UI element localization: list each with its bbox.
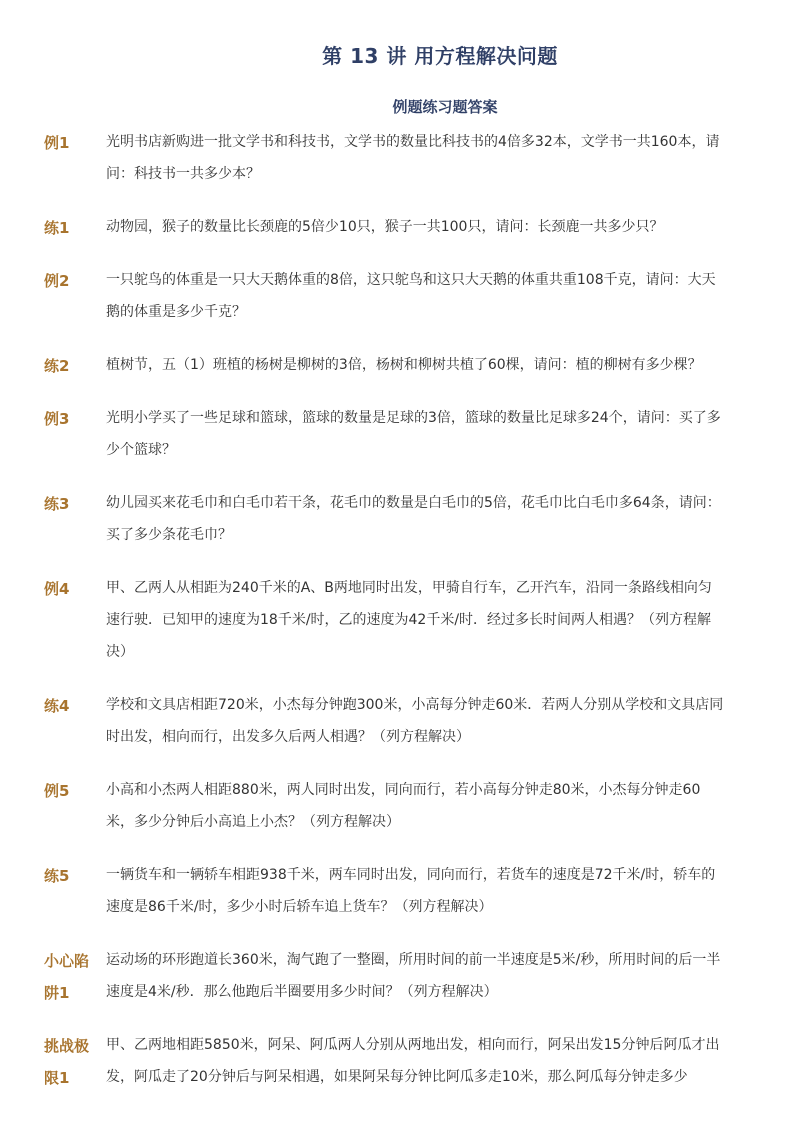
problem-item: [44, 944, 724, 1008]
problem-label: 例1: [44, 134, 70, 152]
problem-text: 一只鸵鸟的体重是一只大天鹅体重的8倍，这只鸵鸟和这只大天鹅的体重共重108千克，请问：大天鹅的体重是多少千克？: [106, 272, 716, 320]
problem-text: 甲、乙两人从相距为240千米的A、B两地同时出发，甲骑自行车，乙开汽车，沿同一条路线相向匀速行驶．已知甲的速度为18千米/时，乙的速度为42千米/时．经过多长时间两人相遇？（列方程解决）: [106, 580, 712, 660]
problem-item: [44, 689, 724, 753]
problem-item: [44, 349, 724, 381]
problem-item: [44, 859, 724, 923]
problem-text: 光明书店新购进一批文学书和科技书，文学书的数量比科技书的4倍多32本，文学书一共160本，请问：科技书一共多少本？: [106, 134, 720, 182]
problem-item: [44, 126, 724, 190]
problem-label: 练3: [44, 495, 70, 513]
problem-label: 练1: [44, 219, 70, 237]
problem-item: [44, 211, 724, 243]
problem-label: 例5: [44, 782, 70, 800]
problem-item: [44, 1029, 724, 1093]
problem-item: [44, 774, 724, 838]
problem-label: 练4: [44, 697, 70, 715]
problem-text: 光明小学买了一些足球和篮球，篮球的数量是足球的3倍，篮球的数量比足球多24个，请问：买了多少个篮球？: [106, 410, 721, 458]
problem-text: 一辆货车和一辆轿车相距938千米，两车同时出发，同向而行，若货车的速度是72千米/时，轿车的速度是86千米/时，多少小时后轿车追上货车？（列方程解决）: [106, 867, 716, 915]
problem-text: 小高和小杰两人相距880米，两人同时出发，同向而行，若小高每分钟走80米，小杰每分钟走60米，多少分钟后小高追上小杰？（列方程解决）: [106, 782, 701, 830]
problem-item: [44, 487, 724, 551]
problem-text: 植树节，五（1）班植的杨树是柳树的3倍，杨树和柳树共植了60棵，请问：植的柳树有多少棵？: [106, 357, 702, 373]
page-subtitle: 例题练习题答案: [392, 98, 498, 116]
problem-label: 例4: [44, 580, 70, 598]
problem-text: 动物园，猴子的数量比长颈鹿的5倍少10只，猴子一共100只，请问：长颈鹿一共多少只？: [106, 219, 664, 235]
problem-text: 甲、乙两地相距5850米，阿呆、阿瓜两人分别从两地出发，相向而行，阿呆出发15分钟后阿瓜才出发，阿瓜走了20分钟后与阿呆相遇，如果阿呆每分钟比阿瓜多走10米，那么阿瓜每分钟走多少: [106, 1037, 720, 1085]
problem-item: [44, 264, 724, 328]
page-title: 第 13 讲 用方程解决问题: [322, 44, 558, 68]
problem-label: 例2: [44, 272, 70, 290]
problem-text: 学校和文具店相距720米，小杰每分钟跑300米，小高每分钟走60米．若两人分别从学校和文具店同时出发，相向而行，出发多久后两人相遇？（列方程解决）: [106, 697, 724, 745]
problem-label: 练5: [44, 867, 70, 885]
problem-text: 运动场的环形跑道长360米，淘气跑了一整圈，所用时间的前一半速度是5米/秒，所用时间的后一半速度是4米/秒．那么他跑后半圈要用多少时间？（列方程解决）: [106, 952, 721, 1000]
problem-item: [44, 572, 724, 668]
problem-label: 练2: [44, 357, 70, 375]
problem-item: [44, 402, 724, 466]
problem-label: 例3: [44, 410, 70, 428]
problem-list: [44, 126, 724, 1114]
problem-label: 小心陷阱1: [44, 952, 90, 1002]
problem-label: 挑战极限1: [44, 1037, 90, 1087]
problem-text: 幼儿园买来花毛巾和白毛巾若干条，花毛巾的数量是白毛巾的5倍，花毛巾比白毛巾多64条，请问：买了多少条花毛巾？: [106, 495, 721, 543]
